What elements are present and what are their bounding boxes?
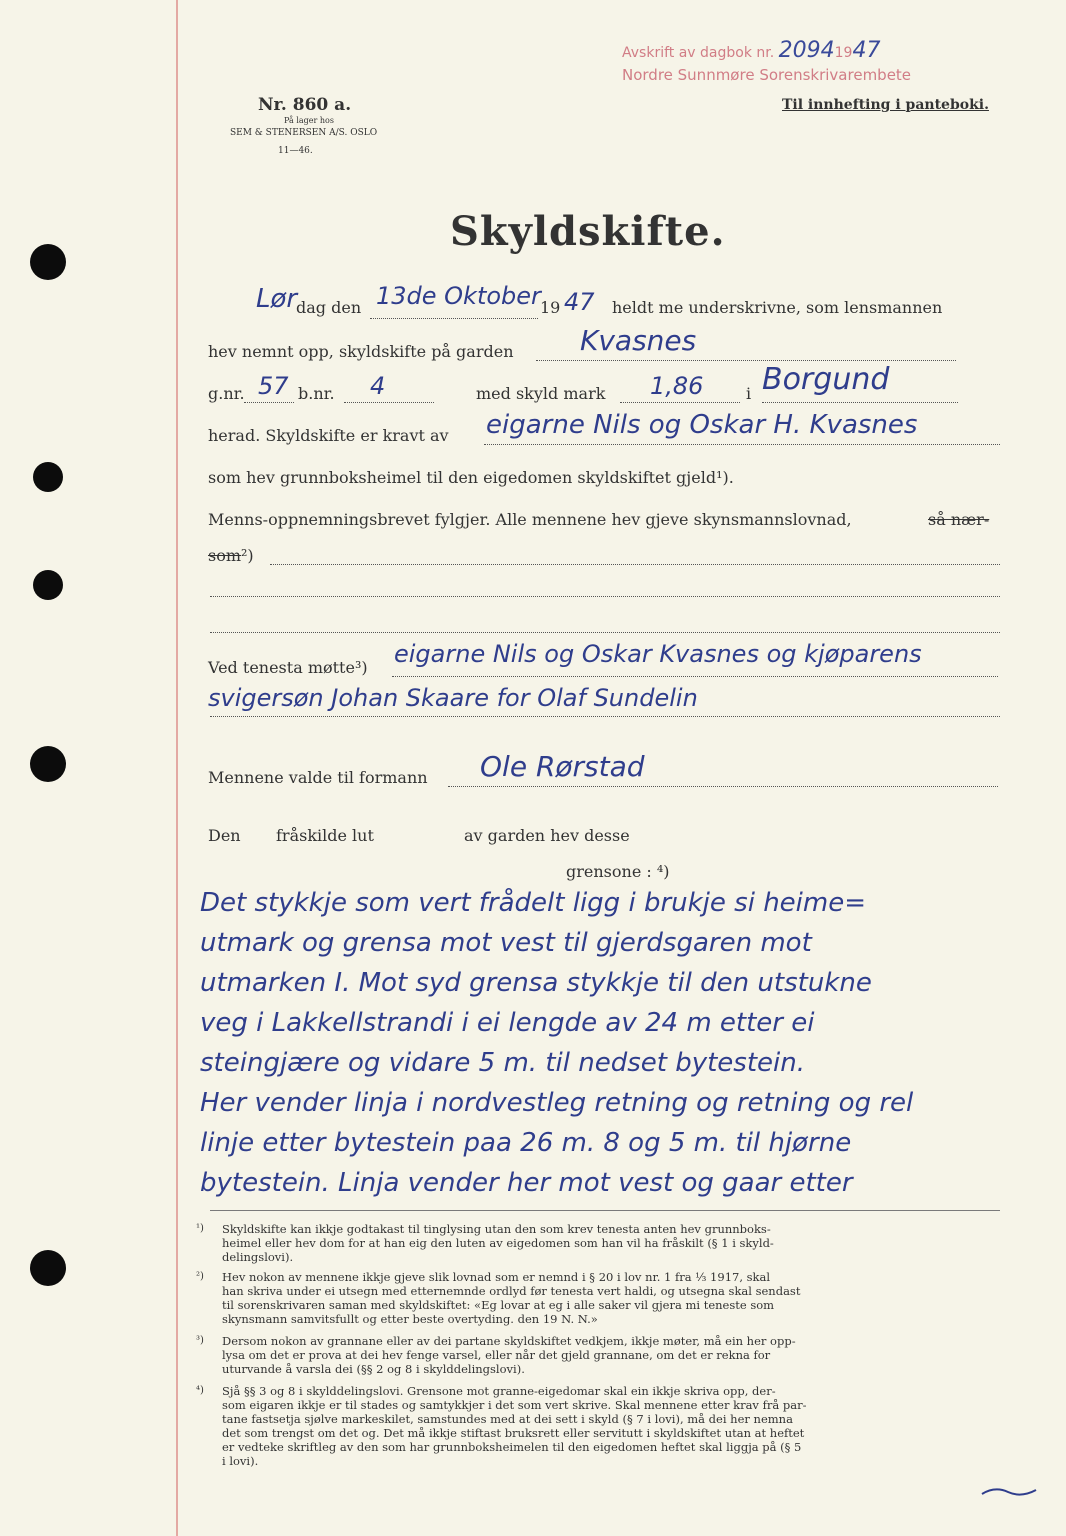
- boundary-line: linje etter bytestein paa 26 m. 8 og 5 m. til hjørne: [200, 1128, 852, 1158]
- boundary-line: veg i Lakkellstrandi i ei lengde av 24 m etter ei: [200, 1008, 815, 1038]
- label-chairman: Mennene valde til formann: [208, 768, 428, 787]
- footnote-4: ⁴) Sjå §§ 3 og 8 i skylddelingslovi. Grensone mot granne-eigedomar skal ein ikkje skriva opp, der- som eigaren ikkje er til stades og samtykkjer i det som vert skrive. Skal mennene etter krav frå par- tane fastsetja sjølve markeskilet, samstundes med at dei sett i skyld (§ 7 i lovi), må dei her nemna det som trengst om det og. Det må ikkje stiftast bruksrett eller servitutt i skyldskiftet utan at heftet er vedteke skriftleg av den som har grunnboksheimelen til den eigedomen heftet skal liggja på (§ 5 i lovi).: [196, 1384, 807, 1468]
- binder-hole: [30, 244, 66, 280]
- label-i: i: [746, 384, 752, 403]
- binder-hole: [30, 746, 66, 782]
- footnote-divider: [210, 1210, 1000, 1211]
- label-gnr: g.nr.: [208, 384, 245, 403]
- line1-text: heldt me underskrivne, som lensmannen: [612, 298, 943, 317]
- label-lot-2: av garden hev desse: [464, 826, 630, 845]
- label-year-prefix: 19: [540, 298, 561, 317]
- handwritten-gnr: 57: [258, 372, 289, 400]
- handwritten-requester: eigarne Nils og Oskar H. Kvasnes: [486, 410, 918, 440]
- handwritten-attendance-2: svigersøn Johan Skaare for Olaf Sundelin: [208, 684, 698, 712]
- line4-text: herad. Skyldskifte er kravt av: [208, 426, 449, 445]
- publisher-line: På lager hos: [284, 116, 334, 125]
- page-title: Skyldskifte.: [450, 208, 726, 255]
- binder-hole: [33, 570, 63, 600]
- handwritten-bnr: 4: [370, 372, 386, 400]
- label-skyld: med skyld mark: [476, 384, 606, 403]
- handwritten-date: 13de Oktober: [376, 282, 541, 310]
- boundary-line: Her vender linja i nordvestleg retning og retning og rel: [200, 1088, 914, 1118]
- handwritten-skyld: 1,86: [650, 372, 704, 400]
- label-day: dag den: [296, 298, 362, 317]
- footnote-3: ³) Dersom nokon av grannane eller av dei partane skyldskiftet vedkjem, ikkje møter, må ein her opp- lysa om det er prova at dei hev fenge varsel, eller når det gjeld grannane, om det er rekna for uturvande å varsla dei (§§ 2 og 8 i skylddelingslovi).: [196, 1334, 796, 1376]
- pen-mark-icon: [980, 1482, 1040, 1502]
- struck-line: som²): [208, 546, 254, 565]
- handwritten-year: 47: [564, 288, 595, 316]
- footnote-2: ²) Hev nokon av mennene ikkje gjeve slik lovnad som er nemnd i § 20 i lov nr. 1 fra ⅓ 1917, skal han skriva under ei utsegn med etternemnde ordlyd før tenesta vert haldi, og utsegna skal sendast til sorenskrivaren saman med skyldskiftet: «Eg lovar at eg i alle saker vil gjera mi teneste som skynsmann samvitsfullt og etter beste overtyding. den 19 N. N.»: [196, 1270, 801, 1326]
- boundary-line: utmark og grensa mot vest til gjerdsgaren mot: [200, 928, 812, 958]
- binding-note: Til innhefting i panteboki.: [782, 97, 989, 113]
- handwritten-municipality: Borgund: [762, 362, 890, 397]
- handwritten-attendance: eigarne Nils og Oskar Kvasnes og kjøparens: [394, 640, 922, 668]
- publisher-line: SEM & STENERSEN A/S. OSLO: [230, 128, 378, 138]
- label-bnr: b.nr.: [298, 384, 335, 403]
- handwritten-day: Lør: [256, 284, 298, 314]
- binder-hole: [33, 462, 63, 492]
- label-lot-den: Den: [208, 826, 241, 845]
- boundary-line: utmarken I. Mot syd grensa stykkje til den utstukne: [200, 968, 872, 998]
- publisher-line: 11—46.: [278, 146, 313, 156]
- label-attendance: Ved tenesta møtte³): [208, 658, 368, 677]
- line6-text: Menns-oppnemningsbrevet fylgjer. Alle mennene hev gjeve skynsmannslovnad,: [208, 510, 852, 529]
- boundary-line: bytestein. Linja vender her mot vest og gaar etter: [200, 1168, 853, 1198]
- registry-office: Nordre Sunnmøre Sorenskrivarembete: [622, 66, 912, 84]
- form-number: Nr. 860 a.: [258, 95, 352, 115]
- binder-hole: [30, 1250, 66, 1286]
- margin-line: [176, 0, 178, 1536]
- boundary-line: steingjære og vidare 5 m. til nedset bytestein.: [200, 1048, 805, 1078]
- footnote-1: ¹) Skyldskifte kan ikkje godtakast til tinglysing utan den som krev tenesta anten hev grunnboks- heimel eller hev dom for at han eig den luten av eigedomen som han vil ha fråskilt (§ 1 i skyld- delingslovi).: [196, 1222, 774, 1264]
- label-lot: fråskilde lut: [276, 826, 374, 845]
- registry-stamp: Avskrift av dagbok nr. 20941947: [622, 38, 881, 63]
- boundary-line: Det stykkje som vert frådelt ligg i brukje si heime=: [200, 888, 866, 918]
- label-boundaries: grensone : ⁴): [566, 862, 670, 881]
- handwritten-chairman: Ole Rørstad: [480, 750, 645, 783]
- struck-text: så nær-: [928, 510, 990, 529]
- handwritten-farm: Kvasnes: [580, 324, 697, 357]
- line5-text: som hev grunnboksheimel til den eigedomen skyldskiftet gjeld¹).: [208, 468, 734, 487]
- line2-text: hev nemnt opp, skyldskifte på garden: [208, 342, 514, 361]
